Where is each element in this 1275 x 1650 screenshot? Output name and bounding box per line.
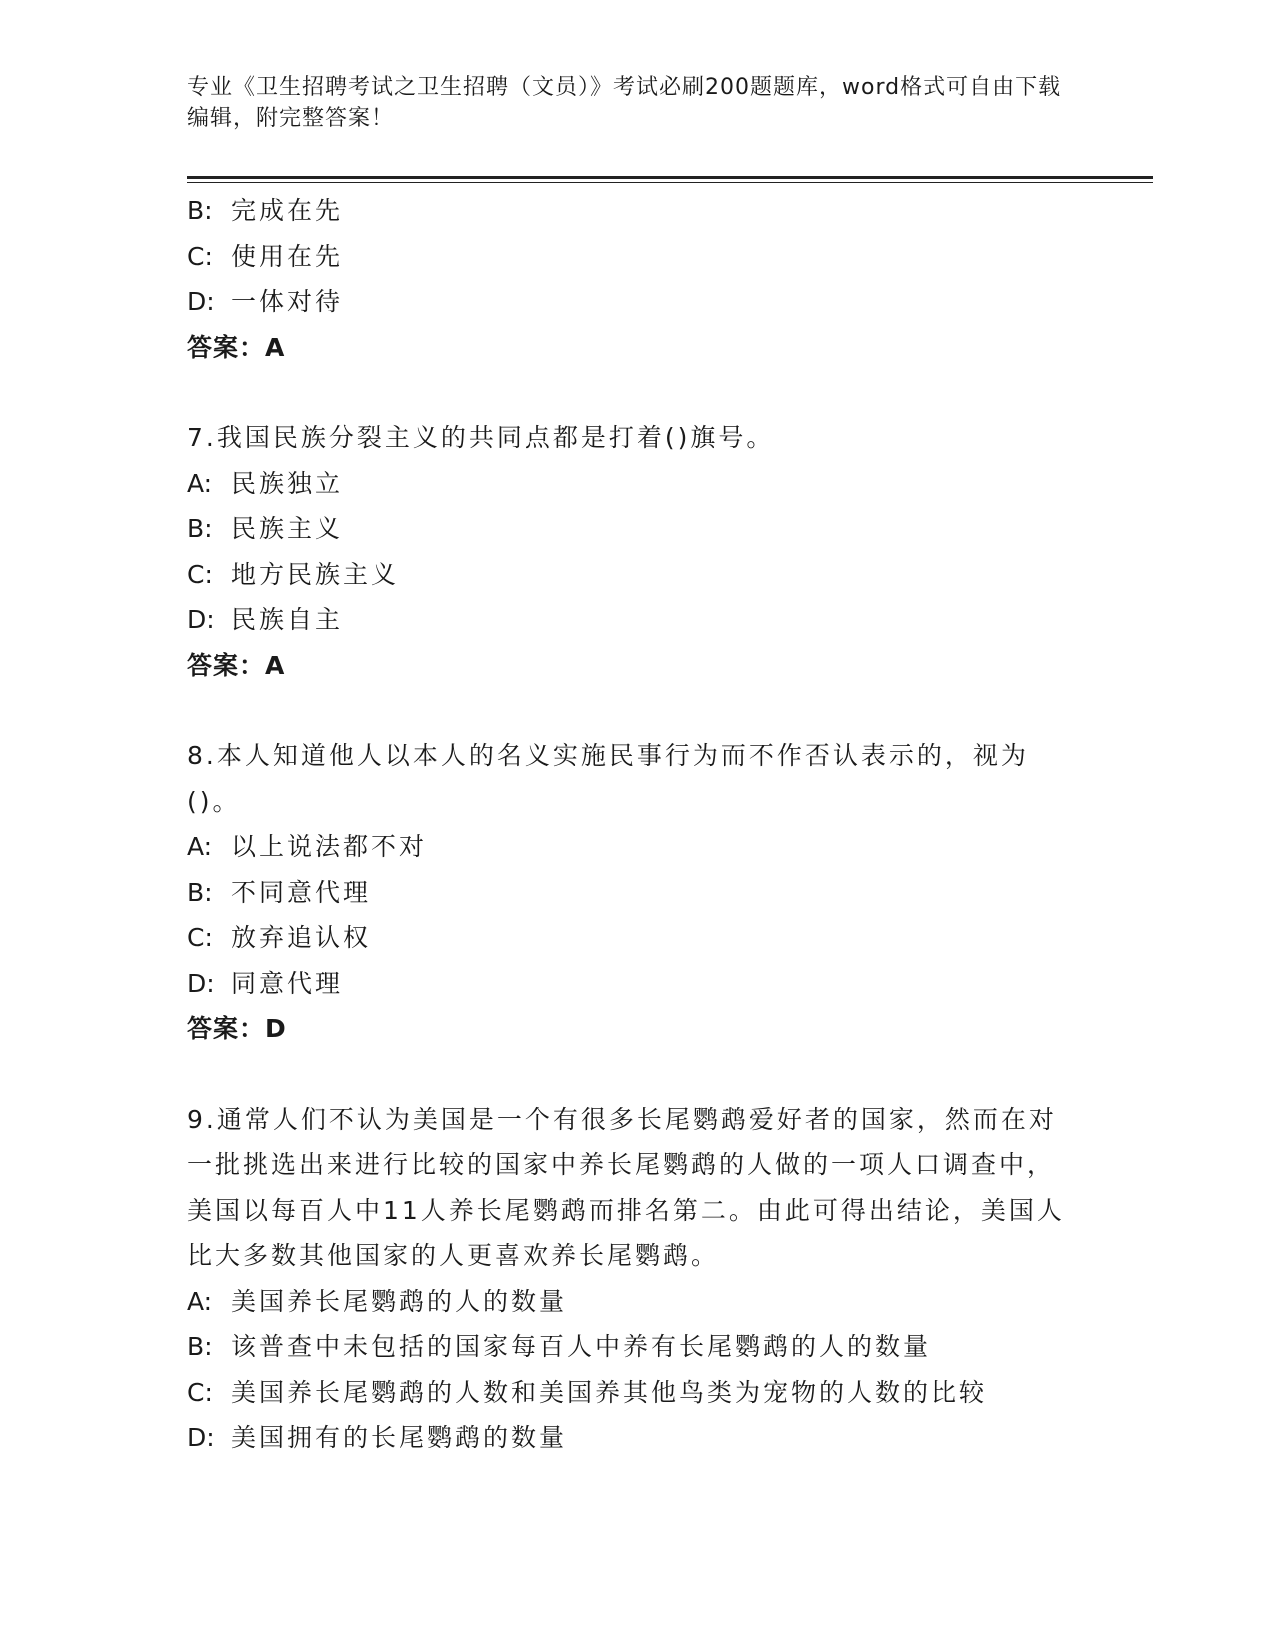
question-stem: 7.我国民族分裂主义的共同点都是打着()旗号。 [187, 423, 775, 452]
option-d: D: 民族自主 [187, 605, 344, 634]
document-header: 专业《卫生招聘考试之卫生招聘（文员）》考试必刷200题题库，word格式可自由下载编辑，附完整答案！ [187, 75, 1062, 131]
option-c: C: 使用在先 [187, 241, 344, 271]
option-d: D: 一体对待 [187, 287, 344, 316]
question-7 [187, 415, 1067, 688]
option-b: B: 完成在先 [187, 196, 344, 225]
question-8 [187, 733, 1067, 1052]
option-c: C: 放弃追认权 [187, 923, 372, 952]
question-stem: 9.通常人们不认为美国是一个有很多长尾鹦鹉爱好者的国家，然而在对一批挑选出来进行比较的国家中养长尾鹦鹉的人做的一项人口调查中，美国以每百人中11人养长尾鹦鹉而排名第二。由此可得出结论，美国人比大多数其他国家的人更喜欢养长尾鹦鹉。 [187, 1104, 1065, 1270]
spacer [187, 370, 1067, 415]
option-a: A: 美国养长尾鹦鹉的人的数量 [187, 1286, 568, 1316]
answer: 答案：A [187, 332, 286, 362]
answer: 答案：A [187, 650, 286, 680]
question-9 [187, 1097, 1067, 1461]
question-stem: 8.本人知道他人以本人的名义实施民事行为而不作否认表示的，视为()。 [187, 741, 1029, 816]
option-a: A: 以上说法都不对 [187, 832, 428, 861]
option-b: B: 民族主义 [187, 514, 344, 543]
option-d: D: 美国拥有的长尾鹦鹉的数量 [187, 1423, 568, 1452]
answer: 答案：D [187, 1014, 287, 1043]
question-6-remainder [187, 188, 1067, 370]
spacer [187, 688, 1067, 733]
header-rule-thick [187, 176, 1153, 179]
option-b: B: 不同意代理 [187, 877, 372, 907]
document-content [187, 188, 1067, 1461]
header-rule-thin [187, 182, 1153, 183]
option-b: B: 该普查中未包括的国家每百人中养有长尾鹦鹉的人的数量 [187, 1332, 932, 1361]
option-c: C: 美国养长尾鹦鹉的人数和美国养其他鸟类为宠物的人数的比较 [187, 1377, 988, 1407]
option-d: D: 同意代理 [187, 968, 344, 998]
option-a: A: 民族独立 [187, 468, 344, 498]
spacer [187, 1052, 1067, 1097]
option-c: C: 地方民族主义 [187, 559, 400, 589]
